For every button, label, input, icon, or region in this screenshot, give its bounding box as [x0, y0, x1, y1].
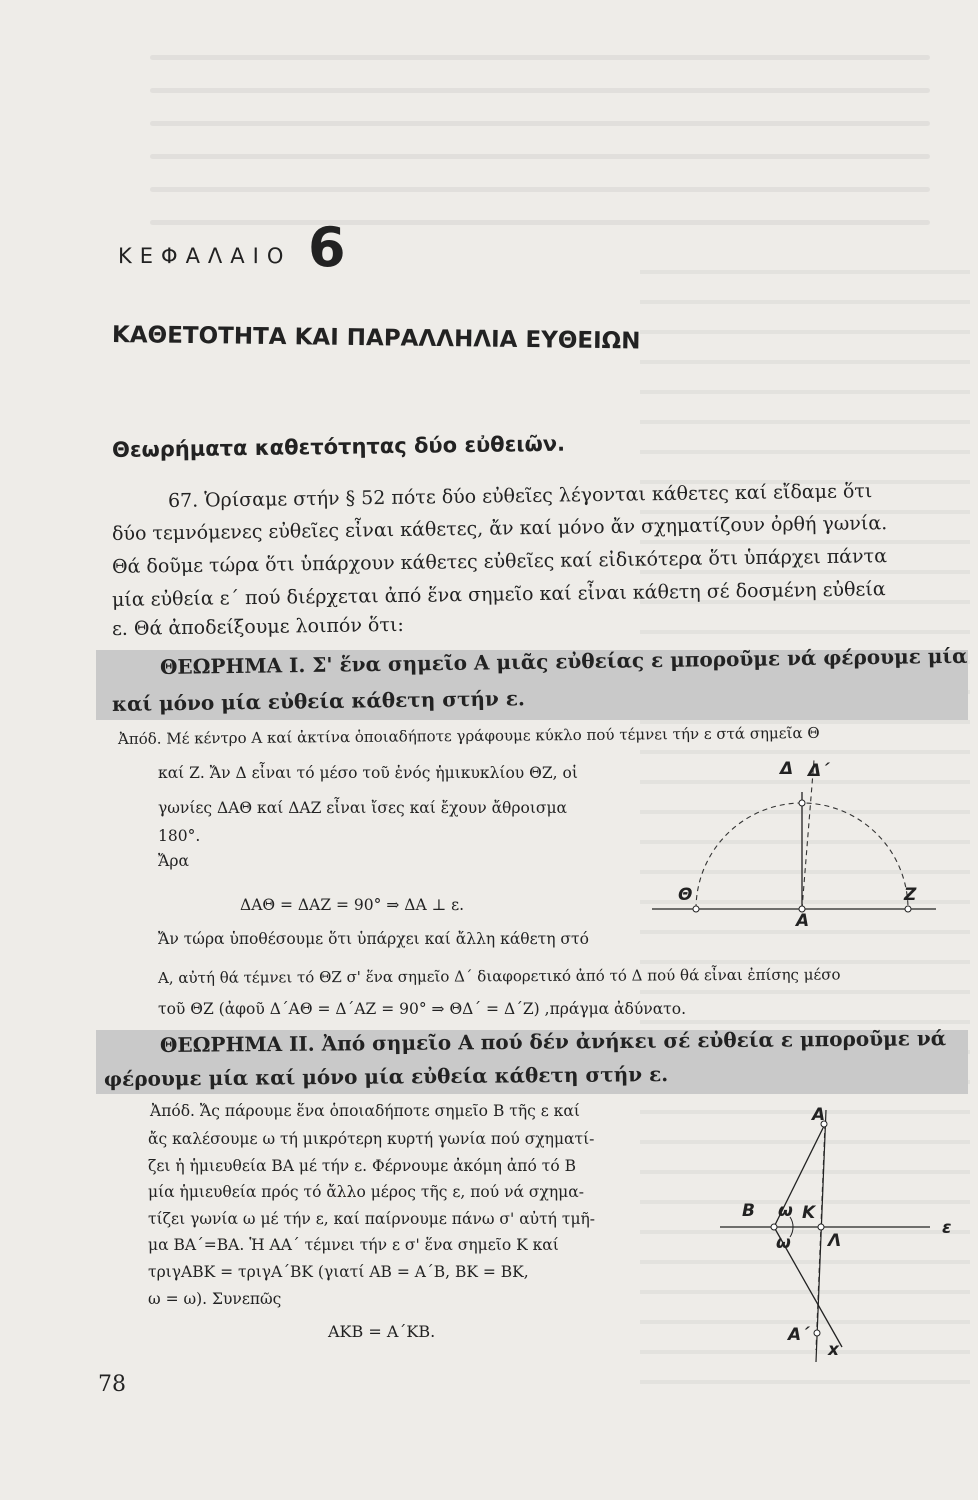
chapter-number: 6: [308, 216, 346, 279]
label-K: Κ: [802, 1203, 816, 1223]
chapter-title: ΚΑΘΕΤΟΤΗΤΑ ΚΑΙ ΠΑΡΑΛΛΗΛΙΑ ΕΥΘΕΙΩΝ: [111, 322, 641, 355]
theorem1-line-1: ΘΕΩΡΗΜΑ Ι. Σ' ἕνα σημεῖο Α μιᾶς εὐθείας ε μποροῦμε νά φέρουμε μία: [159, 643, 968, 679]
chapter-label: ΚΕΦΑΛΑΙΟ: [118, 244, 292, 268]
point-Ap: [814, 1330, 820, 1336]
intro-line-3: Θά δοῦμε τώρα ὅτι ὑπάρχουν κάθετες εὐθεῖες καί εἰδικότερα ὅτι ὑπάρχει πάντα: [111, 545, 888, 578]
intro-line-2: δύο τεμνόμενες εὐθεῖες εἶναι κάθετες, ἄν καί μόνο ἄν σχηματίζουν ὀρθή γωνία.: [111, 512, 888, 545]
bleed-through-top: [150, 55, 930, 255]
theorem1-proof-line-9: τοῦ ΘΖ (ἀφοῦ Δ΄ΑΘ = Δ΄ΑΖ = 90° ⇒ ΘΔ΄ = Δ΄Ζ) ,πράγμα ἀδύνατο.: [158, 1000, 687, 1018]
label-Dp: Δ΄: [808, 761, 829, 781]
theorem1-proof-line-4: 180°.: [158, 827, 201, 845]
label-w1: ω: [778, 1201, 793, 1221]
theorem1-proof-line-1: Ἀπόδ. Μέ κέντρο Α καί ἀκτίνα ὁποιαδήποτε γράφουμε κύκλο πού τέμνει τήν ε στά σημεῖα Θ: [117, 723, 820, 748]
theorem1-line-2: καί μόνο μία εὐθεία κάθετη στήν ε.: [111, 686, 526, 716]
theorem2-line-1: ΘΕΩΡΗΜΑ ΙΙ. Ἀπό σημεῖο Α πού δέν ἀνήκει σέ εὐθεία ε μποροῦμε νά: [159, 1026, 947, 1057]
page-number: 78: [98, 1372, 126, 1397]
point-B: [771, 1224, 777, 1230]
label-A: Α: [812, 1105, 826, 1125]
intro-line-1: 67. Ὁρίσαμε στήν § 52 πότε δύο εὐθεῖες λέγονται κάθετες καί εἴδαμε ὅτι: [167, 480, 873, 512]
theorem1-proof-line-8: Α, αὐτή θά τέμνει τό ΘΖ σ' ἕνα σημεῖο Δ΄ διαφορετικό ἀπό τό Δ πού θά εἶναι ἐπίσης μέσο: [157, 965, 841, 987]
theorem2-proof-line-2: ἄς καλέσουμε ω τή μικρότερη κυρτή γωνία πού σχηματί-: [148, 1130, 595, 1148]
theorem2-proof-line-4: μία ἡμιευθεία πρός τό ἄλλο μέρος τῆς ε, πού νά σχημα-: [148, 1183, 584, 1201]
theorem2-proof-line-6: μα ΒΑ΄=ΒΑ. Ἡ ΑΑ΄ τέμνει τήν ε σ' ἕνα σημεῖο Κ καί: [148, 1236, 559, 1254]
point-Th: [693, 906, 699, 912]
theorem2-proof-line-3: ζει ἡ ἡμιευθεία ΒΑ μέ τήν ε. Φέρνουμε ἀκόμη ἀπό τό Β: [148, 1157, 576, 1175]
label-L: Λ: [828, 1231, 842, 1251]
line-DpA: [802, 760, 814, 909]
theorem2-proof-line-9: ΑΚΒ = Α΄ΚΒ.: [328, 1322, 436, 1341]
intro-line-5: ε. Θά ἀποδείξουμε λοιπόν ὅτι:: [111, 613, 404, 640]
label-B: Β: [742, 1201, 755, 1221]
theorem2-line-2: φέρουμε μία καί μόνο μία εὐθεία κάθετη στήν ε.: [103, 1062, 669, 1091]
label-w2: ω: [776, 1233, 791, 1253]
theorem2-figure: [720, 1100, 960, 1380]
point-K: [818, 1224, 824, 1230]
label-Z: Ζ: [904, 885, 917, 905]
point-D: [799, 800, 805, 806]
label-Ap: Α΄: [788, 1325, 809, 1345]
intro-line-4: μία εὐθεία ε΄ πού διέρχεται ἀπό ἕνα σημεῖο καί εἶναι κάθετη σέ δοσμένη εὐθεία: [111, 578, 886, 611]
theorem1-proof-line-7: Ἄν τώρα ὑποθέσουμε ὅτι ὑπάρχει καί ἄλλη κάθετη στό: [158, 930, 589, 948]
label-Th: Θ: [678, 885, 693, 905]
theorem1-proof-line-5: Ἄρα: [158, 852, 189, 870]
label-e: ε: [942, 1218, 952, 1238]
perpendicular-AL: [816, 1110, 826, 1362]
theorem2-proof-line-1: Ἀπόδ. Ἄς πάρουμε ἕνα ὁποιαδήποτε σημεῖο Β τῆς ε καί: [150, 1102, 580, 1120]
theorem2-proof-line-8: ω = ω). Συνεπῶς: [148, 1290, 282, 1308]
theorem1-figure: [646, 740, 966, 931]
label-D: Δ: [780, 759, 794, 779]
label-A: Α: [796, 911, 810, 931]
point-Z: [905, 906, 911, 912]
label-x: x: [828, 1340, 839, 1360]
theorem2-proof-line-7: τριγΑΒΚ = τριγΑ΄ΒΚ (γιατί ΑΒ = Α΄Β, ΒΚ = ΒΚ,: [148, 1263, 529, 1281]
theorem1-proof-line-6: ΔΑΘ = ΔΑΖ = 90° ⇒ ΔΑ ⊥ ε.: [240, 896, 465, 914]
theorem2-proof-line-5: τίζει γωνία ω μέ τήν ε, καί παίρνουμε πάνω σ' αὐτή τμῆ-: [148, 1210, 596, 1228]
theorem1-proof-line-2: καί Ζ. Ἄν Δ εἶναι τό μέσο τοῦ ἑνός ἡμικυκλίου ΘΖ, οἱ: [158, 764, 578, 782]
section-title: Θεωρήματα καθετότητας δύο εὐθειῶν.: [111, 431, 566, 462]
theorem1-proof-line-3: γωνίες ΔΑΘ καί ΔΑΖ εἶναι ἴσες καί ἔχουν ἄθροισμα: [158, 799, 568, 817]
